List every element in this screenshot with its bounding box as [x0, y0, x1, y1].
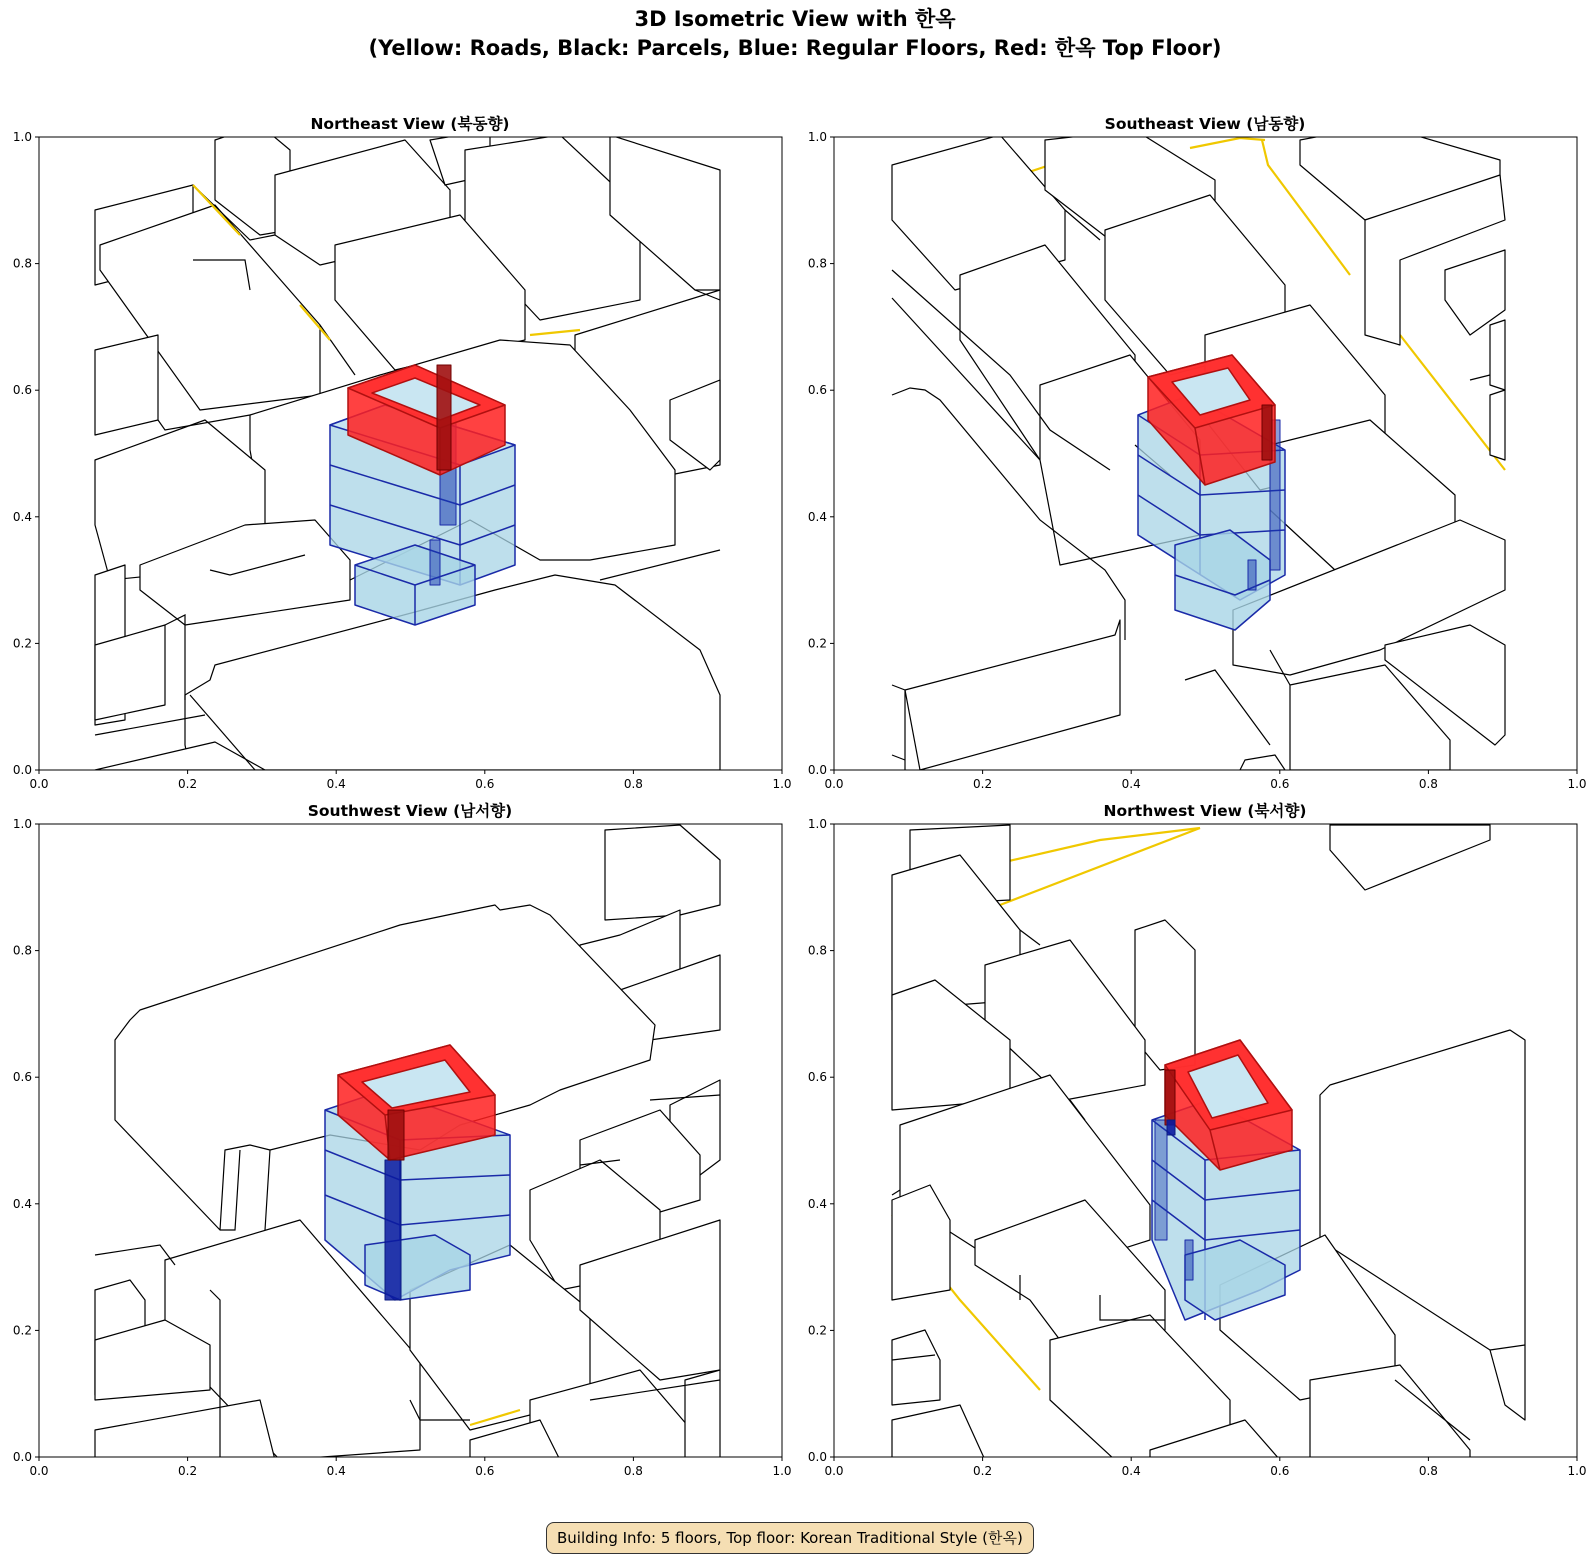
x-tick-label: 0.2: [178, 777, 198, 791]
y-tick-label: 0.6: [807, 383, 827, 398]
x-tick-label: 1.0: [772, 777, 792, 791]
y-tick-label: 0.6: [12, 1070, 32, 1085]
x-tick-label: 1.0: [1567, 1464, 1587, 1478]
x-tick-label: 0.6: [475, 1464, 495, 1478]
x-tick-label: 0.0: [824, 1464, 844, 1478]
building-model-southeast: [1138, 355, 1285, 630]
x-tick-label: 0.4: [1121, 1464, 1141, 1478]
y-tick-label: 0.4: [12, 509, 32, 524]
y-tick-label: 0.2: [807, 1323, 827, 1338]
x-tick-label: 0.8: [1418, 1464, 1438, 1478]
x-tick-label: 0.0: [824, 777, 844, 791]
panel-title-northwest: Northwest View (북서향): [1103, 802, 1307, 820]
x-tick-label: 0.0: [29, 1464, 49, 1478]
y-tick-label: 0.0: [12, 763, 32, 777]
building-model-northwest: [1152, 1040, 1300, 1320]
y-tick-label: 0.4: [807, 1196, 827, 1211]
y-tick-label: 0.2: [807, 636, 827, 651]
panel-northwest: [808, 817, 1587, 1478]
x-tick-label: 1.0: [772, 1464, 792, 1478]
panel-title-northeast: Northeast View (북동향): [310, 115, 510, 133]
panel-southwest: [13, 817, 792, 1478]
x-tick-label: 0.4: [326, 777, 346, 791]
x-tick-label: 0.6: [1270, 777, 1290, 791]
x-tick-label: 0.8: [1418, 777, 1438, 791]
building-model-northeast: [330, 365, 515, 625]
x-tick-label: 1.0: [1567, 777, 1587, 791]
y-tick-label: 0.4: [807, 509, 827, 524]
y-tick-label: 1.0: [807, 817, 827, 831]
y-tick-label: 0.8: [807, 256, 827, 271]
panel-southeast: [808, 125, 1587, 791]
y-tick-label: 1.0: [12, 130, 32, 144]
y-tick-label: 0.8: [12, 943, 32, 958]
scene-southwest: [95, 825, 720, 1460]
y-tick-label: 0.6: [807, 1070, 827, 1085]
scene-northeast: [95, 125, 720, 770]
y-tick-label: 0.2: [12, 636, 32, 651]
scene-northwest: [892, 825, 1525, 1460]
panel-title-southwest: Southwest View (남서향): [307, 802, 513, 820]
y-tick-label: 0.8: [12, 256, 32, 271]
building-info-box: Building Info: 5 floors, Top floor: Korean Traditional Style (한옥): [546, 1522, 1034, 1554]
building-model-southwest: [325, 1045, 510, 1300]
figure-title-line2: (Yellow: Roads, Black: Parcels, Blue: Regular Floors, Red: 한옥 Top Floor): [368, 36, 1222, 60]
y-tick-label: 0.8: [807, 943, 827, 958]
panel-northeast: [13, 125, 792, 791]
y-tick-label: 0.2: [12, 1323, 32, 1338]
x-tick-label: 0.2: [178, 1464, 198, 1478]
x-tick-label: 0.6: [475, 777, 495, 791]
x-tick-label: 0.2: [973, 1464, 993, 1478]
y-tick-label: 1.0: [12, 817, 32, 831]
y-tick-label: 0.0: [12, 1450, 32, 1464]
scene-southeast: [892, 125, 1505, 770]
y-tick-label: 0.0: [807, 763, 827, 777]
x-tick-label: 0.6: [1270, 1464, 1290, 1478]
y-tick-label: 0.0: [807, 1450, 827, 1464]
y-tick-label: 0.4: [12, 1196, 32, 1211]
x-tick-label: 0.4: [326, 1464, 346, 1478]
x-tick-label: 0.4: [1121, 777, 1141, 791]
x-tick-label: 0.8: [623, 1464, 643, 1478]
x-tick-label: 0.8: [623, 777, 643, 791]
x-tick-label: 0.0: [29, 777, 49, 791]
figure-title-line1: 3D Isometric View with 한옥: [634, 7, 956, 31]
y-tick-label: 0.6: [12, 383, 32, 398]
y-tick-label: 1.0: [807, 130, 827, 144]
panel-title-southeast: Southeast View (남동향): [1104, 115, 1306, 133]
x-tick-label: 0.2: [973, 777, 993, 791]
